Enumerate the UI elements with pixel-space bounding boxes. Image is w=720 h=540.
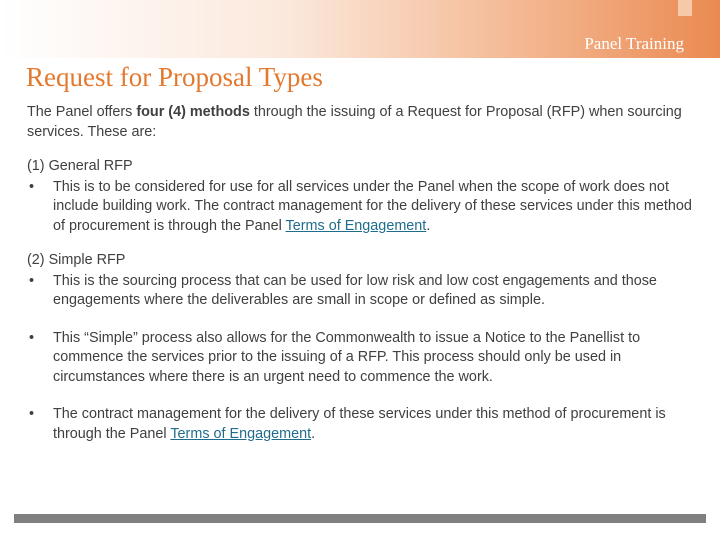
bullet-text: This is to be considered for use for all services under the Panel when the scope of work does not include building work. The contract management for the delivery of these services under this method of procurement is through the Panel (53, 178, 692, 234)
bullet-item (27, 178, 695, 237)
bullet-marker: • (29, 329, 35, 346)
bullet-marker: • (29, 272, 35, 289)
bullet-list (27, 272, 695, 445)
slide-content (27, 103, 695, 444)
bullet-marker: • (29, 406, 35, 422)
section-simple-rfp (27, 251, 695, 444)
bullet-text: This “Simple” process also allows for the Commonwealth to issue a Notice to the Panellist to commence the services prior to the issuing of a RFP. This process should only be used in circumstances where there is an urgent need to commence the work. (53, 329, 641, 385)
section-heading: (2) Simple RFP (27, 252, 126, 268)
bullet-text-end: . (426, 217, 431, 234)
terms-of-engagement-link[interactable]: Terms of Engagement (170, 425, 312, 442)
bullet-text: This is the sourcing process that can be used for low risk and low cost engagements and those engagements where the deliverables are small in scope or defined as simple. (53, 272, 657, 308)
intro-text-end: through the issuing of a Request for Proposal (RFP) when sourcing services. These are: (27, 104, 682, 140)
bullet-item (27, 272, 695, 311)
intro-text-start: The Panel offers (27, 104, 137, 120)
header-tab-accent (678, 0, 692, 16)
bullet-item (27, 405, 695, 444)
bullet-item (27, 329, 695, 388)
footer-bar (14, 514, 706, 523)
terms-of-engagement-link[interactable]: Terms of Engagement (285, 217, 427, 234)
section-heading: (1) General RFP (27, 158, 133, 174)
bullet-list (27, 178, 695, 237)
header-label: Panel Training (584, 34, 684, 53)
intro-paragraph (27, 103, 695, 142)
page-title: Request for Proposal Types (26, 62, 323, 92)
bullet-text-end: . (311, 425, 316, 442)
intro-emphasis: four (4) methods (136, 104, 250, 120)
bullet-marker: • (29, 178, 35, 195)
bullet-text: The contract management for the delivery of these services under this method of procurement is through the Panel (53, 406, 666, 442)
section-general-rfp (27, 157, 695, 236)
